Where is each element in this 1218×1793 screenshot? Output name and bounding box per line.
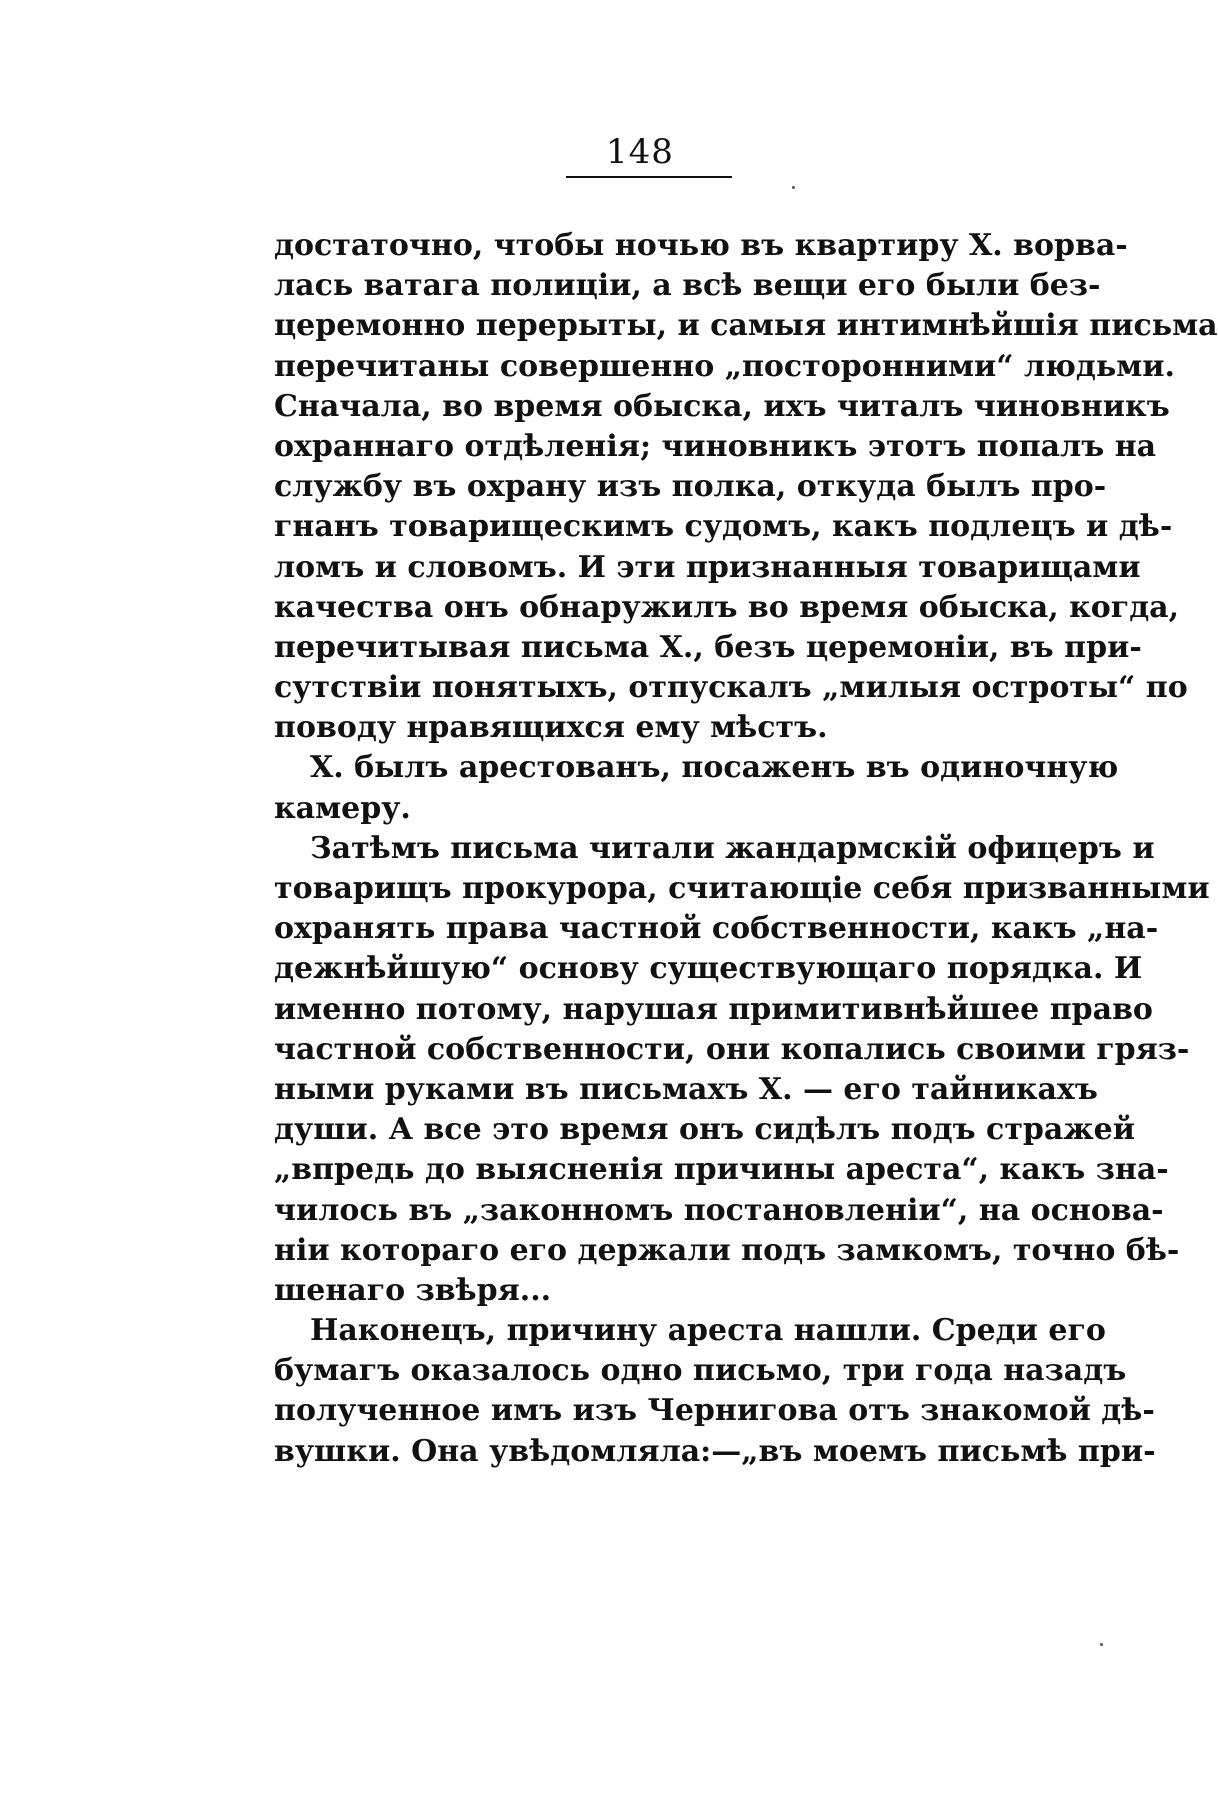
text-line: охраннаго отдѣленія; чиновникъ этотъ попалъ на [274,428,1157,464]
text-line: чилось въ „законномъ постановленіи“, на основа- [274,1192,1164,1228]
paper-speck [792,186,795,189]
text-line: перечитаны совершенно „посторонними“ людьми. [274,348,1175,384]
text-line: Наконецъ, причину ареста нашли. Среди его [310,1313,1106,1349]
page-number: 148 [606,132,674,172]
text-line: шенаго звѣря... [274,1272,552,1308]
text-line: души. А все это время онъ сидѣлъ подъ стражей [274,1112,1135,1148]
text-line: товарищъ прокурора, считающіе себя призванными [274,871,1210,906]
text-line: именно потому, нарушая примитивнѣйшее право [274,991,1153,1027]
text-line: поводу нравящихся ему мѣстъ. [274,710,828,746]
text-line: Затѣмъ письма читали жандармскій офицеръ и [310,830,1155,866]
text-line: ніи котораго его держали подъ замкомъ, точно бѣ- [274,1232,1180,1268]
text-line: достаточно, чтобы ночью въ квартиру X. ворва- [274,228,1128,263]
text-line: качества онъ обнаружилъ во время обыска, когда, [274,589,1180,625]
text-line: полученное имъ изъ Чернигова отъ знакомой дѣ- [274,1393,1155,1429]
text-line: ными руками въ письмахъ X. — его тайникахъ [274,1071,1098,1107]
text-line: службу въ охрану изъ полка, откуда былъ про- [274,469,1107,505]
text-line: охранять права частной собственности, какъ „на- [274,911,1159,947]
text-line: перечитывая письма X., безъ церемоніи, въ при- [274,629,1142,665]
paragraph-2 [274,748,1119,828]
paragraph-4 [274,1311,1156,1472]
paragraph-3 [274,829,1210,1311]
text-line: камеру. [274,790,411,826]
text-line: бумагъ оказалось одно письмо, три года назадъ [274,1353,1127,1389]
paragraph-1 [274,226,1218,748]
text-line: церемонно перерыты, и самыя интимнѣйшія письма [274,308,1218,344]
text-line: сутствіи понятыхъ, отпускалъ „милыя остроты“ по [274,670,1188,706]
text-line: вушки. Она увѣдомляла:—„въ моемъ письмѣ при- [274,1433,1156,1469]
header-rule [566,176,732,178]
text-line: ломъ и словомъ. И эти признанныя товарищами [274,549,1141,585]
text-line: дежнѣйшую“ основу существующаго порядка. И [274,951,1143,987]
body-text [274,226,1218,1472]
paper-speck [1100,1643,1103,1646]
text-line: гнанъ товарищескимъ судомъ, какъ подлецъ и дѣ- [274,509,1173,545]
text-line: „впредь до выясненія причины ареста“, какъ зна- [274,1152,1169,1188]
text-line: X. былъ арестованъ, посаженъ въ одиночную [310,750,1119,786]
text-line: частной собственности, они копались своими гряз- [274,1031,1190,1067]
text-line: Сначала, во время обыска, ихъ читалъ чиновникъ [274,388,1170,424]
text-line: лась ватага полиціи, а всѣ вещи его были без- [274,268,1101,304]
